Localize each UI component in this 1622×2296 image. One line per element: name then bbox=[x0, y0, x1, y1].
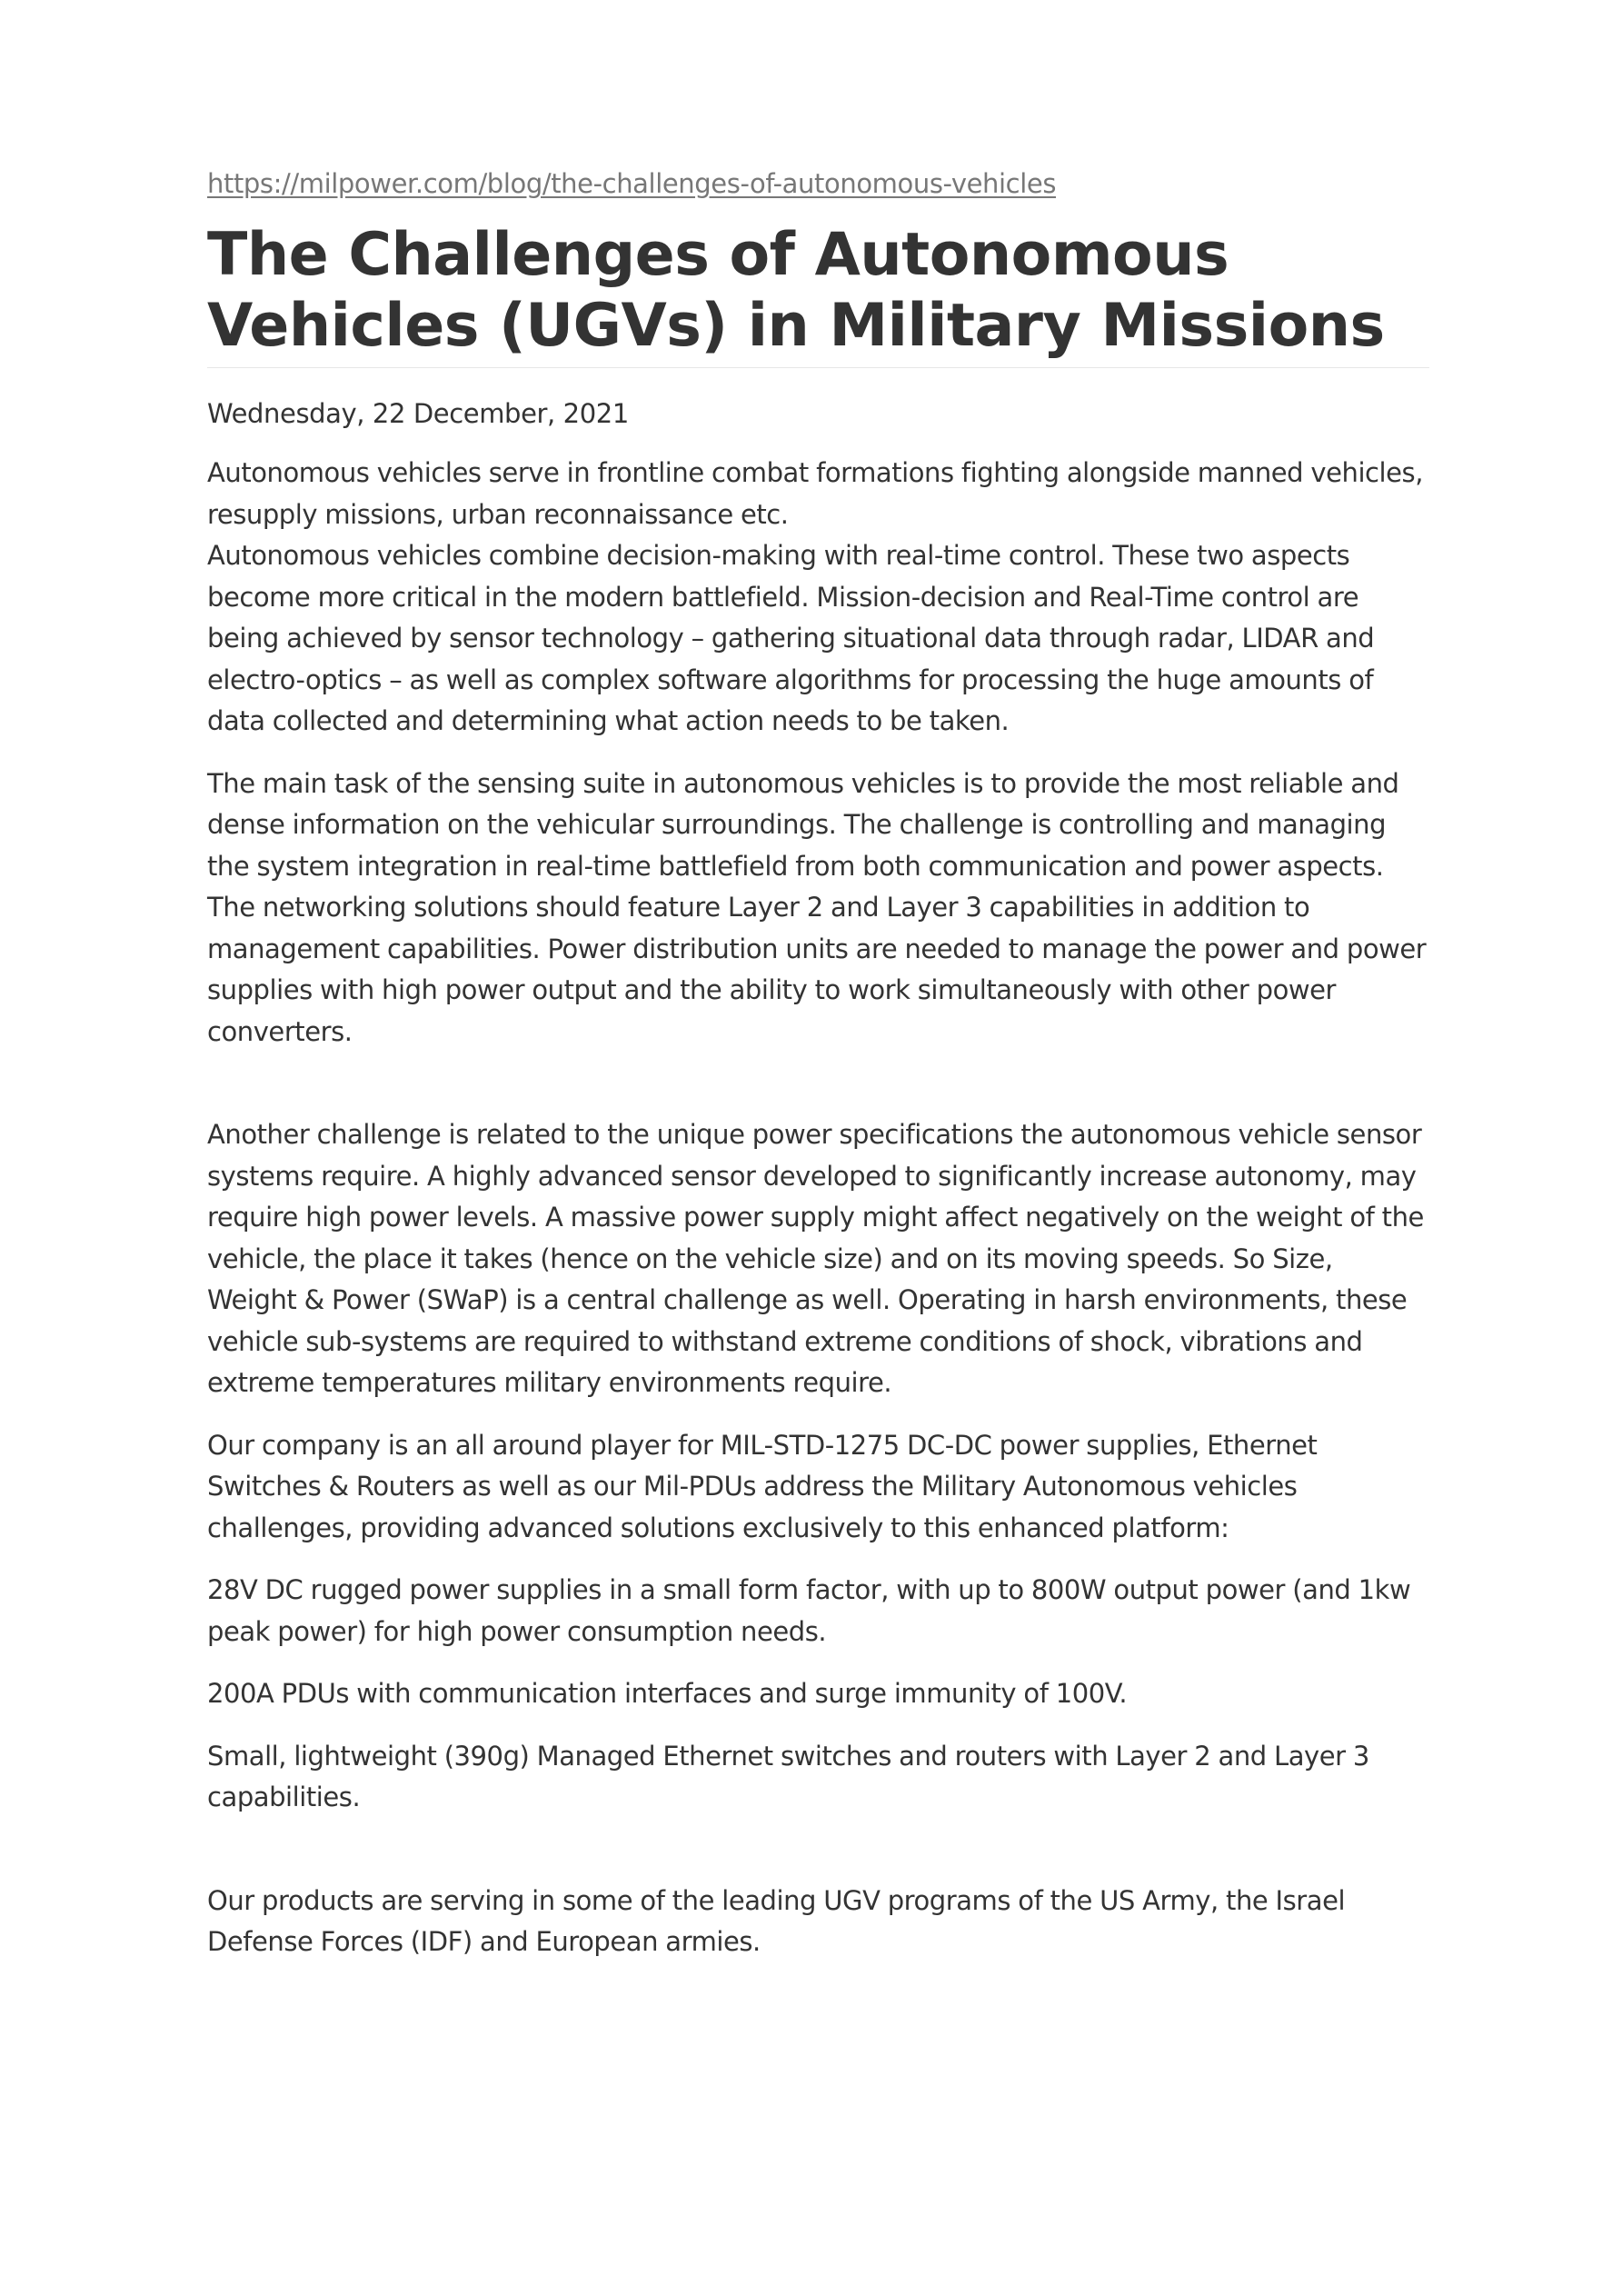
article-page bbox=[207, 165, 1429, 1963]
paragraph-7: 200A PDUs with communication interfaces and surge immunity of 100V. bbox=[207, 1678, 1128, 1709]
article-title: The Challenges of Autonomous Vehicles (UGVs) in Military Missions bbox=[207, 220, 1429, 368]
source-url-link[interactable]: https://milpower.com/blog/the-challenges-of-autonomous-vehicles bbox=[207, 168, 1057, 199]
paragraph-8: Small, lightweight (390g) Managed Ethernet switches and routers with Layer 2 and Layer 3 capabilities. bbox=[207, 1740, 1369, 1812]
article-date: Wednesday, 22 December, 2021 bbox=[207, 398, 629, 429]
article-body bbox=[207, 432, 1429, 1963]
paragraph-1: Autonomous vehicles serve in frontline combat formations fighting alongside manned vehicles, resupply missions, urban reconnaissance etc. bbox=[207, 457, 1423, 530]
paragraph-2: Autonomous vehicles combine decision-making with real-time control. These two aspects become more critical in the modern battlefield. Mission-decision and Real-Time control are being achieved by sensor technology – gathering situational data through radar, LIDAR and electro-optics – as well as complex software algorithms for processing the huge amounts of data collected and determining what action needs to be taken. bbox=[207, 540, 1375, 736]
paragraph-9: Our products are serving in some of the leading UGV programs of the US Army, the Israel Defense Forces (IDF) and European armies. bbox=[207, 1884, 1346, 1957]
paragraph-5: Our company is an all around player for MIL-STD-1275 DC-DC power supplies, Ethernet Switches & Routers as well as our Mil-PDUs address the Military Autonomous vehicles challenges, providing advanced solutions exclusively to this enhanced platform: bbox=[207, 1429, 1318, 1543]
paragraph-3: The main task of the sensing suite in autonomous vehicles is to provide the most reliable and dense information on the vehicular surroundings. The challenge is controlling and managing the system integration in real-time battlefield from both communication and power aspects. The networking solutions should feature Layer 2 and Layer 3 capabilities in addition to management capabilities. Power distribution units are needed to manage the power and power supplies with high power output and the ability to work simultaneously with other power converters. bbox=[207, 767, 1427, 1047]
paragraph-6: 28V DC rugged power supplies in a small form factor, with up to 800W output power (and 1kw peak power) for high power consumption needs. bbox=[207, 1574, 1411, 1647]
paragraph-4: Another challenge is related to the unique power specifications the autonomous vehicle sensor systems require. A highly advanced sensor developed to significantly increase autonomy, may require high power levels. A massive power supply might affect negatively on the weight of the vehicle, the place it takes (hence on the vehicle size) and on its moving speeds. So Size, Weight & Power (SWaP) is a central challenge as well. Operating in harsh environments, these vehicle sub-systems are required to withstand extreme conditions of shock, vibrations and extreme temperatures military environments require. bbox=[207, 1119, 1424, 1398]
